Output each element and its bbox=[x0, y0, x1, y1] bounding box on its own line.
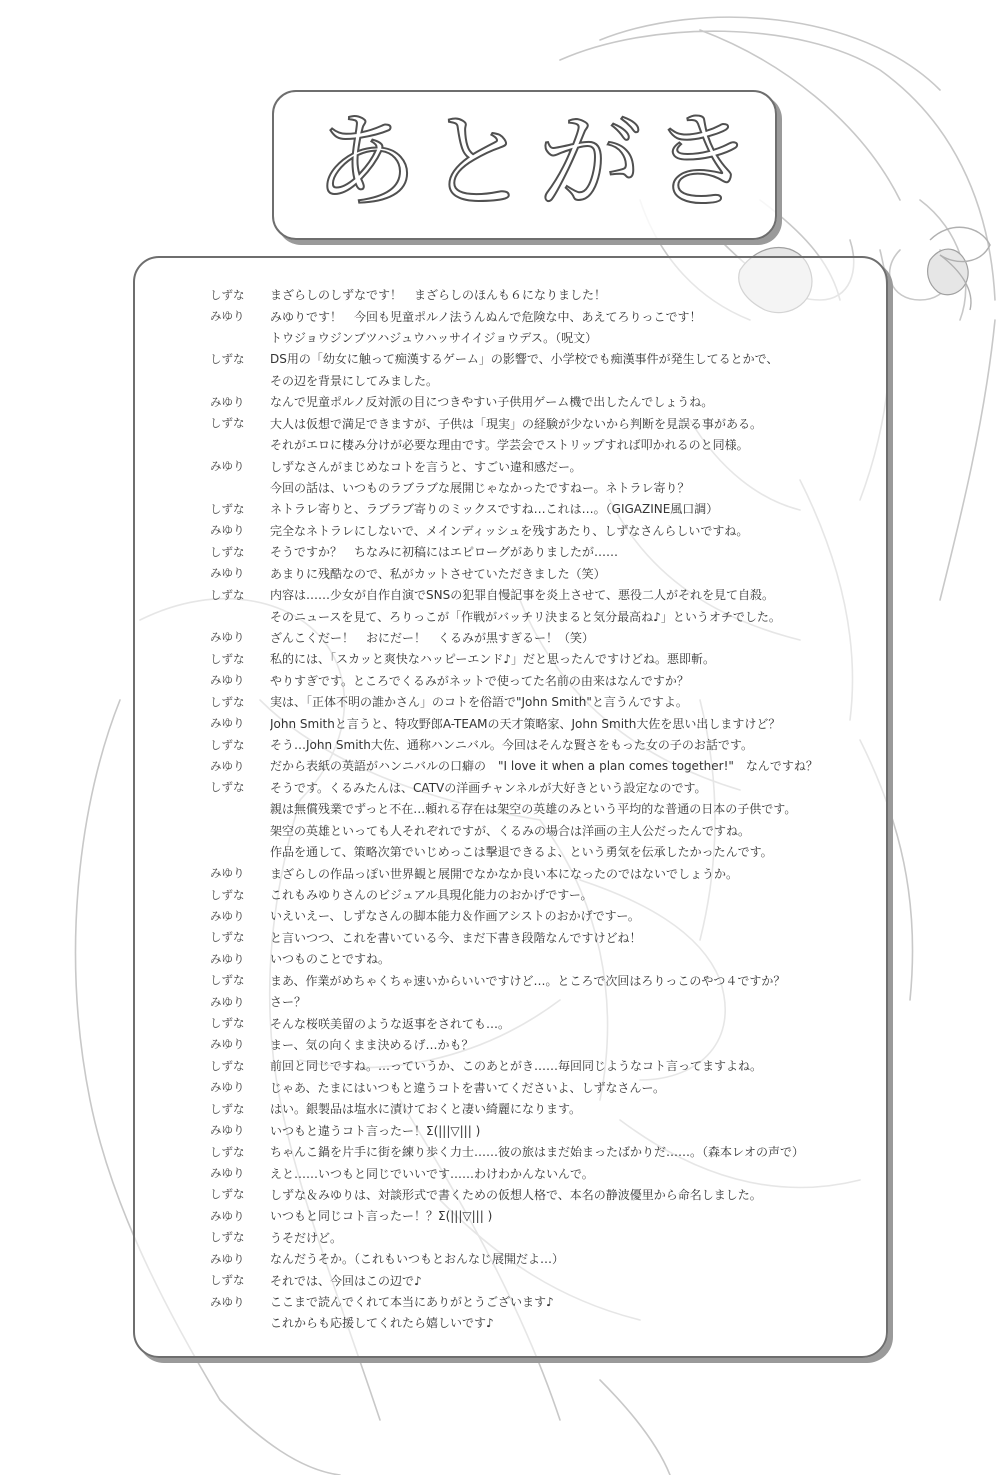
speaker-name: しずな bbox=[210, 1230, 245, 1245]
speaker-name: しずな bbox=[210, 1187, 245, 1202]
dialog-line bbox=[210, 370, 860, 391]
speech-text: 完全なネトラレにしないで、メインディッシュを残すあたり、しずなさんらしいですね。 bbox=[270, 523, 749, 538]
speech-text: DS用の「幼女に触って痴漢するゲーム」の影響で、小学校でも痴漢事件が発生してるとかで、 bbox=[270, 352, 779, 367]
speaker-name: みゆり bbox=[210, 1123, 245, 1138]
dialog-line bbox=[210, 1141, 860, 1162]
dialog-line bbox=[210, 712, 860, 733]
title-box bbox=[272, 90, 777, 240]
dialog-line bbox=[210, 1312, 860, 1333]
dialog-line bbox=[210, 905, 860, 926]
speaker-name: みゆり bbox=[210, 459, 245, 474]
speaker-name: みゆり bbox=[210, 673, 245, 688]
speaker-name: みゆり bbox=[210, 523, 245, 538]
speaker-name: みゆり bbox=[210, 716, 245, 731]
speaker-name: みゆり bbox=[210, 566, 245, 581]
speech-text: そうです。くるみたんは、CATVの洋画チャンネルが大好きという設定なのです。 bbox=[270, 780, 707, 795]
speech-text: いつもと違うコト言ったー！Σ(|||▽||| ) bbox=[270, 1123, 481, 1138]
speaker-name: みゆり bbox=[210, 951, 245, 966]
dialog-line bbox=[210, 927, 860, 948]
dialog-line bbox=[210, 862, 860, 883]
speech-text: なんで児童ポルノ反対派の目につきやすい子供用ゲーム機で出したんでしょうね。 bbox=[270, 395, 714, 410]
dialog-line bbox=[210, 970, 860, 991]
dialog-line bbox=[210, 1077, 860, 1098]
speaker-name: しずな bbox=[210, 1016, 245, 1031]
speech-text: ここまで読んでくれて本当にありがとうございます♪ bbox=[270, 1295, 554, 1310]
speech-text: これもみゆりさんのビジュアル具現化能力のおかげですー。 bbox=[270, 888, 593, 903]
speech-text: トウジョウジンブツハジュウハッサイイジョウデス。（呪文） bbox=[270, 331, 598, 346]
speech-text: しずな＆みゆりは、対談形式で書くための仮想人格で、本名の静波優里から命名しました。 bbox=[270, 1187, 762, 1202]
speech-text: それがエロに棲み分けが必要な理由です。学芸会でストリップすれば叩かれるのと同様。 bbox=[270, 438, 749, 453]
speech-text: いつものことですね。 bbox=[270, 952, 391, 967]
speech-text: 大人は仮想で満足できますが、子供は「現実」の経験が少ないから判断を見誤る事がある。 bbox=[270, 416, 763, 431]
speech-text: John Smithと言うと、特攻野郎A-TEAMの天才策略家、John Smith大佐を思い出しますけど？ bbox=[270, 716, 781, 731]
speech-text: 親は無償残業でずっと不在…頼れる存在は架空の英雄のみという平均的な普通の日本の子供です。 bbox=[270, 802, 797, 817]
dialog-line bbox=[210, 1205, 860, 1226]
page-title: あとがき bbox=[314, 101, 763, 223]
speech-text: 内容は……少女が自作自演でSNSの犯罪自慢記事を炎上させて、悪役二人がそれを見て自殺。 bbox=[270, 588, 774, 603]
speech-text: あまりに残酷なので、私がカットさせていただきました（笑） bbox=[270, 566, 606, 581]
dialog-line bbox=[210, 841, 860, 862]
speech-text: これからも応援してくれたら嬉しいです♪ bbox=[270, 1316, 494, 1331]
speaker-name: みゆり bbox=[210, 1166, 245, 1180]
dialog-line bbox=[210, 327, 860, 348]
dialog-line bbox=[210, 627, 860, 648]
speaker-name: しずな bbox=[210, 544, 245, 559]
speech-text: しずなさんがまじめなコトを言うと、すごい違和感だー。 bbox=[270, 459, 582, 474]
dialog-line bbox=[210, 391, 860, 412]
speech-text: まあ、作業がめちゃくちゃ速いからいいですけど…。ところで次回はろりっこのやつ４ですか？ bbox=[270, 973, 786, 988]
speaker-name: しずな bbox=[210, 780, 245, 795]
speech-text: そう…John Smith大佐、通称ハンニバル。今回はそんな賢さをもった女の子のお話です。 bbox=[270, 738, 753, 753]
dialog-line bbox=[210, 1291, 860, 1312]
speech-text: なんだうそか。（これもいつもとおんなじ展開だよ…） bbox=[270, 1252, 565, 1267]
speaker-name: みゆり bbox=[210, 1251, 245, 1266]
speaker-name: しずな bbox=[210, 651, 245, 666]
speech-text: うそだけど。 bbox=[270, 1230, 343, 1245]
speaker-name: しずな bbox=[210, 587, 245, 602]
speech-text: みゆりです！ 今回も児童ポルノ法うんぬんで危険な中、あえてろりっこです！ bbox=[270, 309, 702, 324]
dialog-line bbox=[210, 691, 860, 712]
speaker-name: しずな bbox=[210, 287, 245, 302]
speaker-name: しずな bbox=[210, 887, 245, 902]
dialog-line bbox=[210, 1098, 860, 1119]
speech-text: まー、気の向くまま決めるげ…かも？ bbox=[270, 1037, 474, 1052]
dialog-line bbox=[210, 884, 860, 905]
dialog-line bbox=[210, 820, 860, 841]
dialog-line bbox=[210, 777, 860, 798]
speaker-name: みゆり bbox=[210, 866, 245, 881]
speaker-name: みゆり bbox=[210, 309, 245, 324]
speech-text: やりすぎです。ところでくるみがネットで使ってた名前の由来はなんですか？ bbox=[270, 673, 689, 688]
speech-text: じゃあ、たまにはいつもと違うコトを書いてくださいよ、しずなさんー。 bbox=[270, 1080, 666, 1095]
dialog-line bbox=[210, 584, 860, 605]
speech-text: はい。銀製品は塩水に漬けておくと凄い綺麗になります。 bbox=[270, 1102, 582, 1117]
speaker-name: みゆり bbox=[210, 1208, 245, 1223]
speaker-name: みゆり bbox=[210, 1294, 245, 1309]
dialog-line bbox=[210, 1184, 860, 1205]
dialog-line bbox=[210, 648, 860, 669]
speech-text: いつもと同じコト言ったー！？Σ(|||▽||| ) bbox=[270, 1209, 493, 1224]
dialog-lines bbox=[210, 284, 860, 1334]
dialog-line bbox=[210, 1269, 860, 1290]
speaker-name: しずな bbox=[210, 351, 245, 366]
speaker-name: しずな bbox=[210, 694, 245, 709]
speech-text: ちゃんこ鍋を片手に街を練り歩く力士……彼の旅はまだ始まったばかりだ……。（森本レオの声で） bbox=[270, 1145, 805, 1160]
dialog-line bbox=[210, 1055, 860, 1076]
speech-text: 架空の英雄といっても人それぞれですが、くるみの場合は洋画の主人公だったんですね。 bbox=[270, 823, 751, 838]
speech-text: 今回の話は、いつものラブラブな展開じゃなかったですねー。ネトラレ寄り？ bbox=[270, 481, 690, 495]
dialog-line bbox=[210, 284, 860, 305]
speaker-name: しずな bbox=[210, 1273, 245, 1288]
speaker-name: しずな bbox=[210, 501, 245, 516]
speaker-name: みゆり bbox=[210, 1037, 245, 1052]
dialog-line bbox=[210, 413, 860, 434]
dialog-line bbox=[210, 1162, 860, 1183]
dialog-line bbox=[210, 670, 860, 691]
speech-text: まざらしの作品っぽい世界観と展開でなかなか良い本になったのではないでしょうか。 bbox=[270, 866, 739, 881]
speech-text: 私的には、「スカッと爽快なハッピーエンド♪」だと思ったんですけどね。悪即斬。 bbox=[270, 652, 716, 667]
speech-text: そのニュースを見て、ろりっこが「作戦がバッチリ決まると気分最高ね♪」というオチでした。 bbox=[270, 609, 781, 624]
speech-text: 作品を通して、策略次第でいじめっこは撃退できるよ、という勇気を伝承したかったんです。 bbox=[270, 845, 773, 860]
dialog-line bbox=[210, 991, 860, 1012]
dialog-line bbox=[210, 348, 860, 369]
speaker-name: みゆり bbox=[210, 994, 245, 1009]
dialog-line bbox=[210, 1227, 860, 1248]
speaker-name: みゆり bbox=[210, 394, 245, 409]
speech-text: その辺を背景にしてみました。 bbox=[270, 373, 439, 388]
speaker-name: みゆり bbox=[210, 758, 245, 773]
dialog-line bbox=[210, 755, 860, 776]
speech-text: ネトラレ寄りと、ラブラブ寄りのミックスですね…これは…。（GIGAZINE風口調） bbox=[270, 502, 719, 517]
speaker-name: みゆり bbox=[210, 908, 245, 923]
speech-text: だから表紙の英語がハンニバルの口癖の "I love it when a plan comes together!" なんですね？ bbox=[270, 759, 818, 774]
dialog-line bbox=[210, 498, 860, 519]
speech-text: 前回と同じですね。…っていうか、このあとがき……毎回同じようなコト言ってますよね。 bbox=[270, 1059, 763, 1074]
dialog-line bbox=[210, 1119, 860, 1140]
dialog-line bbox=[210, 455, 860, 476]
speaker-name: しずな bbox=[210, 416, 245, 431]
dialog-line bbox=[210, 305, 860, 326]
speaker-name: みゆり bbox=[210, 630, 245, 645]
dialog-line bbox=[210, 434, 860, 455]
speech-text: そんな桜咲美留のような返事をされても…。 bbox=[270, 1016, 511, 1031]
speech-text: さー？ bbox=[270, 995, 307, 1010]
dialog-line bbox=[210, 541, 860, 562]
speaker-name: しずな bbox=[210, 973, 245, 988]
speaker-name: しずな bbox=[210, 737, 245, 752]
dialog-line bbox=[210, 1034, 860, 1055]
dialog-line bbox=[210, 1248, 860, 1269]
speech-text: まざらしのしずなです！ まざらしのほんも６になりました！ bbox=[270, 288, 607, 303]
dialog-line bbox=[210, 798, 860, 819]
speech-text: 実は、「正体不明の誰かさん」のコトを俗語で"John Smith"と言うんですよ。 bbox=[270, 695, 688, 710]
speaker-name: しずな bbox=[210, 1058, 245, 1073]
dialog-line bbox=[210, 477, 860, 498]
speaker-name: しずな bbox=[210, 1101, 245, 1116]
speech-text: いえいえー、しずなさんの脚本能力＆作画アシストのおかげですー。 bbox=[270, 909, 640, 924]
speech-text: えと……いつもと同じでいいです……わけわかんないんで。 bbox=[270, 1166, 594, 1181]
dialog-line bbox=[210, 734, 860, 755]
dialog-line bbox=[210, 948, 860, 969]
dialog-line bbox=[210, 605, 860, 626]
speaker-name: しずな bbox=[210, 1144, 245, 1159]
dialog-line bbox=[210, 520, 860, 541]
speech-text: それでは、今回はこの辺で♪ bbox=[270, 1273, 422, 1288]
speech-text: ざんこくだー！ おにだー！ くるみが黒すぎるー！（笑） bbox=[270, 630, 595, 645]
dialog-line bbox=[210, 1012, 860, 1033]
speaker-name: しずな bbox=[210, 930, 245, 945]
speech-text: と言いつつ、これを書いている今、まだ下書き段階なんですけどね！ bbox=[270, 930, 642, 945]
speaker-name: みゆり bbox=[210, 1080, 245, 1095]
speech-text: そうですか？ ちなみに初稿にはエピローグがありましたが…… bbox=[270, 545, 619, 560]
dialog-line bbox=[210, 562, 860, 583]
